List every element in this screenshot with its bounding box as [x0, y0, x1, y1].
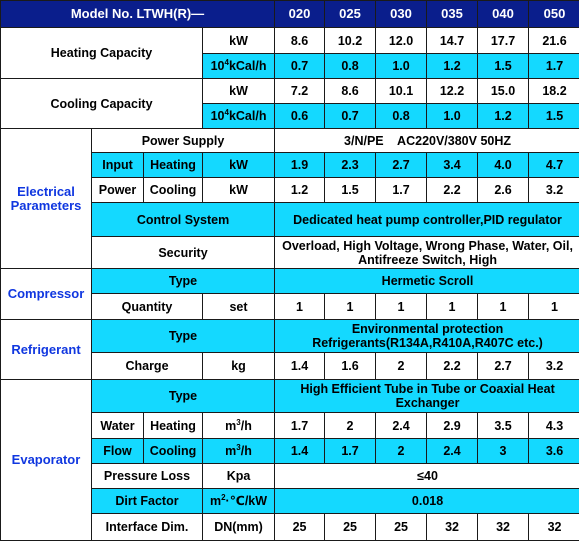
model-col: 025: [325, 1, 376, 28]
value-cell: 14.7: [427, 28, 478, 54]
value-cell: 8.6: [325, 79, 376, 104]
value-cell: 2.4: [427, 439, 478, 464]
compressor-section-label: Compressor: [1, 269, 92, 320]
value-cell: 1.0: [427, 104, 478, 129]
value-cell: 1.7: [376, 178, 427, 203]
power-supply-value: 3/N/PE AC220V/380V 50HZ: [275, 129, 579, 153]
evaporator-type-value: High Efficient Tube in Tube or Coaxial Heat Exchanger: [275, 380, 579, 413]
cooling-label: Cooling: [144, 178, 203, 203]
value-cell: 2.7: [478, 353, 529, 380]
value-cell: 8.6: [275, 28, 325, 54]
unit-cell: kW: [203, 178, 275, 203]
model-col: 030: [376, 1, 427, 28]
value-cell: 25: [325, 514, 376, 541]
heating-kw-row: [1, 28, 579, 54]
value-cell: 1: [376, 294, 427, 320]
value-cell: 21.6: [529, 28, 579, 54]
value-cell: 1.2: [427, 54, 478, 79]
security-label: Security: [92, 237, 275, 269]
value-cell: 2.3: [325, 153, 376, 178]
cooling-kw-row: [1, 79, 579, 104]
unit-cell: $10^4kCal/h$: [203, 54, 275, 79]
control-system-label: Control System: [92, 203, 275, 237]
value-cell: 1.6: [325, 353, 376, 380]
power-supply-row: [1, 129, 579, 153]
value-cell: 3.2: [529, 353, 579, 380]
value-cell: 0.6: [275, 104, 325, 129]
unit-cell: kW: [203, 153, 275, 178]
value-cell: 15.0: [478, 79, 529, 104]
water-label: Water: [92, 413, 144, 439]
unit-cell: kg: [203, 353, 275, 380]
value-cell: 2.2: [427, 178, 478, 203]
value-cell: 0.7: [325, 104, 376, 129]
electrical-section-label: Electrical Parameters: [1, 129, 92, 269]
model-col: 040: [478, 1, 529, 28]
quantity-label: Quantity: [92, 294, 203, 320]
value-cell: 1.7: [325, 439, 376, 464]
unit-cell: $m^2\cdot℃/kW$: [203, 489, 275, 514]
value-cell: 3.6: [529, 439, 579, 464]
value-cell: 1.2: [275, 178, 325, 203]
interface-label: Interface Dim.: [92, 514, 203, 541]
value-cell: 1.9: [275, 153, 325, 178]
compressor-type-row: [1, 269, 579, 294]
value-cell: 1: [427, 294, 478, 320]
value-cell: 2: [376, 353, 427, 380]
power-supply-label: Power Supply: [92, 129, 275, 153]
value-cell: 4.7: [529, 153, 579, 178]
value-cell: 3: [478, 439, 529, 464]
value-cell: 3.2: [529, 178, 579, 203]
value-cell: 25: [376, 514, 427, 541]
value-cell: 32: [427, 514, 478, 541]
evaporator-section-label: Evaporator: [1, 380, 92, 541]
unit-cell: $10^4kCal/h$: [203, 104, 275, 129]
heating-capacity-label: Heating Capacity: [1, 28, 203, 79]
value-cell: 1.5: [529, 104, 579, 129]
cooling-label: Cooling: [144, 439, 203, 464]
refrigerant-type-label: Type: [92, 320, 275, 353]
value-cell: 10.1: [376, 79, 427, 104]
value-cell: 32: [529, 514, 579, 541]
value-cell: 1.4: [275, 439, 325, 464]
value-cell: 1.0: [376, 54, 427, 79]
input-label: Input: [92, 153, 144, 178]
unit-cell: DN(mm): [203, 514, 275, 541]
unit-cell: set: [203, 294, 275, 320]
value-cell: 2.2: [427, 353, 478, 380]
heating-label: Heating: [144, 413, 203, 439]
value-cell: 1.5: [325, 178, 376, 203]
charge-label: Charge: [92, 353, 203, 380]
unit-cell: $m^3/h$: [203, 439, 275, 464]
unit-cell: $m^3/h$: [203, 413, 275, 439]
evaporator-type-row: [1, 380, 579, 413]
refrigerant-type-row: [1, 320, 579, 353]
value-cell: 2.6: [478, 178, 529, 203]
model-col: 050: [529, 1, 579, 28]
value-cell: 1.5: [478, 54, 529, 79]
value-cell: 0.8: [376, 104, 427, 129]
value-cell: 2: [376, 439, 427, 464]
value-cell: 10.2: [325, 28, 376, 54]
value-cell: 4.0: [478, 153, 529, 178]
value-cell: 1: [478, 294, 529, 320]
value-cell: 2.7: [376, 153, 427, 178]
refrigerant-type-value: Environmental protection Refrigerants(R134A,R410A,R407C etc.): [275, 320, 579, 353]
value-cell: 7.2: [275, 79, 325, 104]
value-cell: 32: [478, 514, 529, 541]
pressure-loss-value: ≤40: [275, 464, 579, 489]
model-label: Model No. LTWH(R)—: [1, 1, 275, 28]
value-cell: 1: [325, 294, 376, 320]
power-label: Power: [92, 178, 144, 203]
header-row: [1, 1, 579, 28]
value-cell: 1: [529, 294, 579, 320]
value-cell: 3.4: [427, 153, 478, 178]
dirt-factor-label: Dirt Factor: [92, 489, 203, 514]
cooling-capacity-label: Cooling Capacity: [1, 79, 203, 129]
value-cell: 4.3: [529, 413, 579, 439]
value-cell: 18.2: [529, 79, 579, 104]
value-cell: 1.4: [275, 353, 325, 380]
value-cell: 0.8: [325, 54, 376, 79]
value-cell: 1.2: [478, 104, 529, 129]
value-cell: 12.0: [376, 28, 427, 54]
dirt-factor-value: 0.018: [275, 489, 579, 514]
heating-label: Heating: [144, 153, 203, 178]
value-cell: 2.9: [427, 413, 478, 439]
value-cell: 3.5: [478, 413, 529, 439]
unit-cell: kW: [203, 79, 275, 104]
evaporator-type-label: Type: [92, 380, 275, 413]
model-col: 020: [275, 1, 325, 28]
unit-cell: kW: [203, 28, 275, 54]
value-cell: 17.7: [478, 28, 529, 54]
value-cell: 2.4: [376, 413, 427, 439]
control-system-value: Dedicated heat pump controller,PID regulator: [275, 203, 579, 237]
pressure-loss-label: Pressure Loss: [92, 464, 203, 489]
value-cell: 25: [275, 514, 325, 541]
unit-cell: Kpa: [203, 464, 275, 489]
value-cell: 12.2: [427, 79, 478, 104]
value-cell: 0.7: [275, 54, 325, 79]
model-col: 035: [427, 1, 478, 28]
security-value: Overload, High Voltage, Wrong Phase, Water, Oil, Antifreeze Switch, High: [275, 237, 579, 269]
value-cell: 2: [325, 413, 376, 439]
value-cell: 1.7: [275, 413, 325, 439]
compressor-type-value: Hermetic Scroll: [275, 269, 579, 294]
flow-label: Flow: [92, 439, 144, 464]
compressor-type-label: Type: [92, 269, 275, 294]
refrigerant-section-label: Refrigerant: [1, 320, 92, 380]
value-cell: 1: [275, 294, 325, 320]
value-cell: 1.7: [529, 54, 579, 79]
